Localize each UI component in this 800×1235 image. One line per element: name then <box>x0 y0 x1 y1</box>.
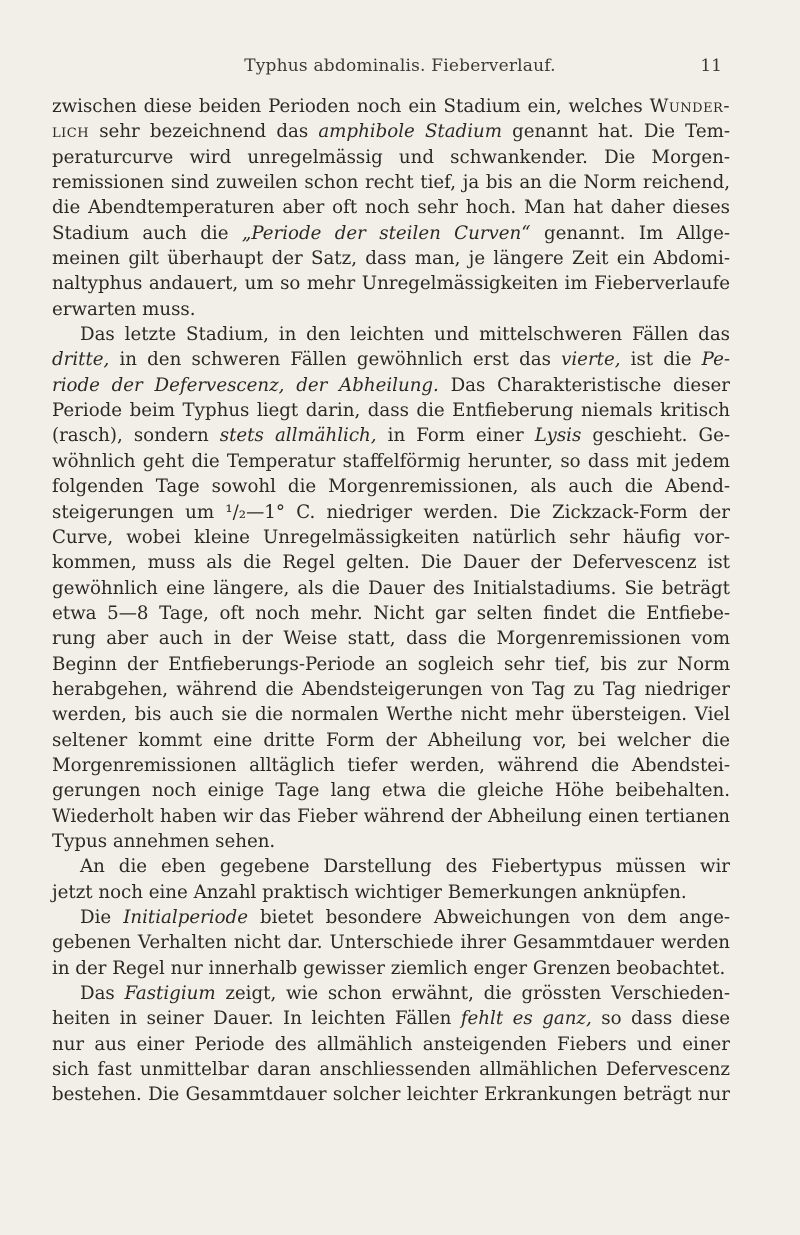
text-line: kommen, muss als die Regel gelten. Die Dauer der Defervescenz ist <box>52 552 730 574</box>
text-line: rung aber auch in der Weise statt, dass die Morgenremissionen vom <box>52 628 730 650</box>
text-line: etwa 5—8 Tage, oft noch mehr. Nicht gar selten findet die Entfiebe- <box>52 602 730 624</box>
text-line: remissionen sind zuweilen schon recht tief, ja bis an die Norm reichend, <box>52 172 730 194</box>
text-line: nur aus einer Periode des allmählich ansteigenden Fiebers und einer <box>52 1033 730 1055</box>
text-line: bestehen. Die Gesammtdauer solcher leichter Erkrankungen beträgt nur <box>52 1084 730 1106</box>
page-number: 11 <box>700 56 722 76</box>
paragraph-start: An die eben gegebene Darstellung des Fiebertypus müssen wir <box>80 856 730 878</box>
paragraph-start: Die Initialperiode bietet besondere Abweichungen von dem ange- <box>80 907 730 928</box>
text-line: erwarten muss. <box>52 298 196 320</box>
text-line: (rasch), sondern stets allmählich, in Form einer Lysis geschieht. Ge- <box>52 425 730 447</box>
text-line: jetzt noch eine Anzahl praktisch wichtiger Bemerkungen anknüpfen. <box>52 881 687 903</box>
text-line: Beginn der Entfieberungs-Periode an sogleich sehr tief, bis zur Norm <box>52 653 730 675</box>
text-line: Wiederholt haben wir das Fieber während der Abheilung einen tertianen <box>52 805 730 827</box>
text-line: werden, bis auch sie die normalen Werthe nicht mehr übersteigen. Viel <box>52 704 730 726</box>
text-line: zwischen diese beiden Perioden noch ein Stadium ein, welches Wunder- <box>52 96 730 117</box>
text-line: herabgehen, während die Abendsteigerungen von Tag zu Tag niedriger <box>52 678 730 700</box>
text-line: steigerungen um ¹/₂—1° C. niedriger werden. Die Zickzack-Form der <box>52 501 730 523</box>
text-line: peraturcurve wird unregelmässig und schwankender. Die Morgen- <box>52 146 730 168</box>
text-line: in der Regel nur innerhalb gewisser ziemlich enger Grenzen beobachtet. <box>52 957 726 979</box>
text-line: naltyphus andauert, um so mehr Unregelmässigkeiten im Fieberverlaufe <box>52 273 730 295</box>
paragraph-start: Das letzte Stadium, in den leichten und mittelschweren Fällen das <box>80 324 730 346</box>
text-line: Stadium auch die „Periode der steilen Curven“ genannt. Im Allge- <box>52 222 730 244</box>
text-line: lich sehr bezeichnend das amphibole Stadium genannt hat. Die Tem- <box>52 121 731 143</box>
text-line: dritte, in den schweren Fällen gewöhnlich erst das vierte, ist die Pe- <box>52 349 730 371</box>
running-head: Typhus abdominalis. Fieberverlauf. <box>244 56 556 76</box>
text-line: gebenen Verhalten nicht dar. Unterschiede ihrer Gesammtdauer werden <box>52 932 730 954</box>
text-line: heiten in seiner Dauer. In leichten Fällen fehlt es ganz, so dass diese <box>52 1008 730 1030</box>
paragraph-start: Das Fastigium zeigt, wie schon erwähnt, die grössten Verschieden- <box>80 983 730 1005</box>
text-line: gewöhnlich eine längere, als die Dauer des Initialstadiums. Sie beträgt <box>52 577 730 599</box>
text-line: Periode beim Typhus liegt darin, dass die Entfieberung niemals kritisch <box>52 400 730 422</box>
text-line: meinen gilt überhaupt der Satz, dass man, je längere Zeit ein Abdomi- <box>52 248 730 270</box>
text-line: sich fast unmittelbar daran anschliessenden allmählichen Defervescenz <box>52 1059 730 1081</box>
page-header <box>0 56 800 86</box>
text-line: riode der Defervescenz, der Abheilung. Das Charakteristische dieser <box>52 374 730 396</box>
text-line: Morgenremissionen alltäglich tiefer werden, während die Abendstei- <box>52 754 730 776</box>
body-text <box>52 94 730 1108</box>
text-line: die Abendtemperaturen aber oft noch sehr hoch. Man hat daher dieses <box>52 197 730 219</box>
text-line: Curve, wobei kleine Unregelmässigkeiten natürlich sehr häufig vor- <box>52 526 730 548</box>
text-line: wöhnlich geht die Temperatur staffelförmig herunter, so dass mit jedem <box>52 450 730 472</box>
text-line: folgenden Tage sowohl die Morgenremissionen, als auch die Abend- <box>52 476 730 498</box>
text-line: gerungen noch einige Tage lang etwa die gleiche Höhe beibehalten. <box>52 780 730 802</box>
text-line: Typus annehmen sehen. <box>52 830 276 852</box>
text-line: seltener kommt eine dritte Form der Abheilung vor, bei welcher die <box>52 729 730 751</box>
